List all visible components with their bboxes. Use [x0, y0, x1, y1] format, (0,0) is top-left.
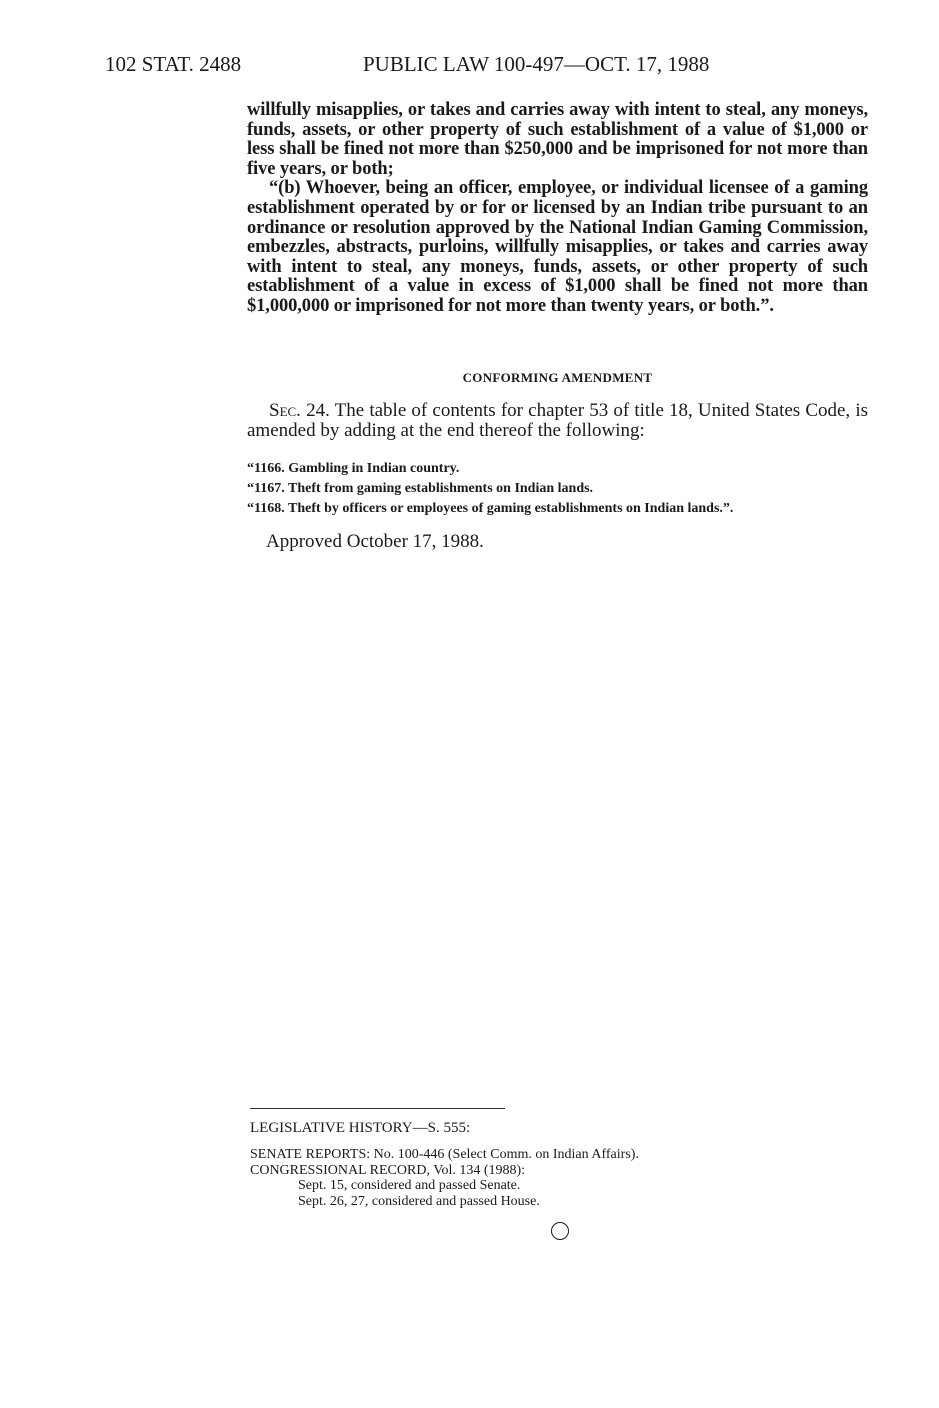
congressional-record: CONGRESSIONAL RECORD, Vol. 134 (1988): [250, 1162, 526, 1178]
public-law-header: PUBLIC LAW 100-497—OCT. 17, 1988 [363, 52, 710, 76]
table-of-contents-additions [247, 459, 887, 519]
paragraph-continued: willfully misapplies, or takes and carries away with intent to steal, any moneys, funds, assets, or other property of such establishment of a value of $1,000 or less shall be fined not more than $250,000 and be imprisoned for not more than five years, or both; [247, 100, 868, 179]
section-heading: CONFORMING AMENDMENT [462, 370, 653, 385]
section-label: Sec. [269, 400, 301, 421]
approval-date: Approved October 17, 1988. [266, 531, 484, 552]
toc-item-1166: “1166. Gambling in Indian country. [247, 461, 460, 476]
legislative-history-title: LEGISLATIVE HISTORY—S. 555: [250, 1120, 471, 1136]
stat-page-number: 102 STAT. 2488 [105, 52, 242, 76]
running-head [105, 52, 865, 82]
legislative-history-notes [250, 1147, 770, 1209]
record-entry-house: Sept. 26, 27, considered and passed House. [298, 1193, 540, 1209]
toc-item-1168: “1168. Theft by officers or employees of gaming establishments on Indian lands.”. [247, 501, 734, 516]
section-24-text [247, 401, 868, 441]
record-entry-senate: Sept. 15, considered and passed Senate. [298, 1178, 521, 1193]
footnote-divider [250, 1108, 505, 1109]
circle-end-mark-icon [551, 1222, 569, 1240]
toc-item-1167: “1167. Theft from gaming establishments on Indian lands. [247, 481, 594, 496]
section-body: 24. The table of contents for chapter 53 of title 18, United States Code, is amended by adding at the end thereof the following: [247, 400, 869, 441]
statute-body [247, 101, 868, 317]
senate-reports: SENATE REPORTS: No. 100-446 (Select Comm. on Indian Affairs). [250, 1147, 639, 1162]
paragraph-b: “(b) Whoever, being an officer, employee, or individual licensee of a gaming establishment operated by or for or licensed by an Indian tribe pursuant to an ordinance or resolution approved by the National Indian Gaming Commission, embezzles, abstracts, purloins, willfully misapplies, or takes and carries away with intent to steal, any moneys, funds, assets, or other property of such establishment of a value in excess of $1,000 shall be fined not more than $1,000,000 or imprisoned for not more than twenty years, or both.”. [247, 178, 868, 316]
